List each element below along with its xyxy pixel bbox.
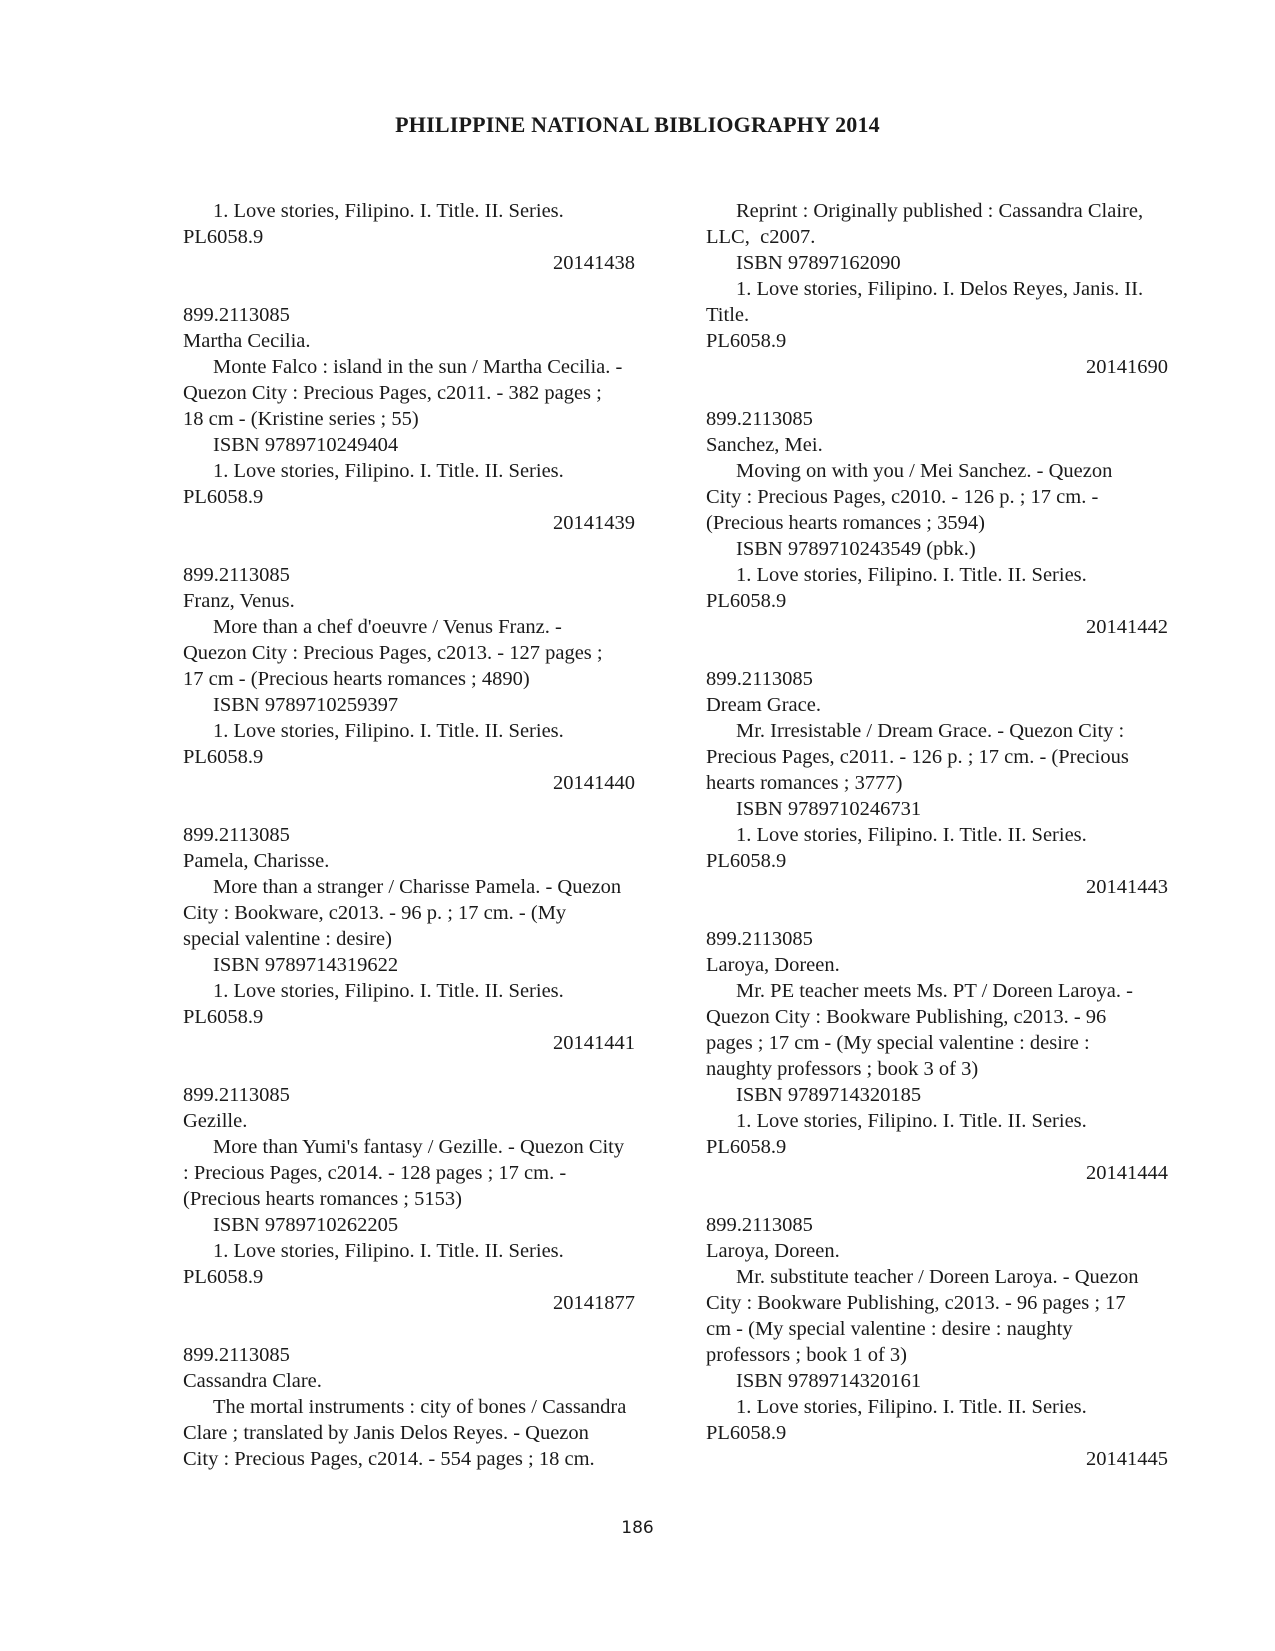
- text-line: City : Bookware Publishing, c2013. - 96 pages ; 17: [706, 1292, 1126, 1314]
- page-number: 186: [621, 1518, 654, 1538]
- text-line: Dream Grace.: [706, 694, 821, 716]
- text-line: 1. Love stories, Filipino. I. Title. II. Series.: [736, 1110, 1087, 1132]
- text-line: 1. Love stories, Filipino. I. Delos Reyes, Janis. II.: [736, 278, 1144, 300]
- blank-line: [183, 796, 655, 822]
- text-line: 899.2113085: [183, 824, 290, 846]
- text-line: Precious Pages, c2011. - 126 p. ; 17 cm. - (Precious: [706, 746, 1129, 768]
- text-line: 18 cm - (Kristine series ; 55): [183, 408, 419, 430]
- text-line: professors ; book 1 of 3): [706, 1344, 907, 1366]
- text-line: Sanchez, Mei.: [706, 434, 823, 456]
- record-number: 20141438: [553, 252, 635, 274]
- text-line: Pamela, Charisse.: [183, 850, 330, 872]
- text-line: Mr. substitute teacher / Doreen Laroya. - Quezon: [736, 1266, 1139, 1288]
- text-line: PL6058.9: [706, 850, 787, 872]
- text-line: Quezon City : Precious Pages, c2013. - 127 pages ;: [183, 642, 603, 664]
- text-line: PL6058.9: [183, 1006, 264, 1028]
- record-number: 20141444: [1086, 1162, 1168, 1184]
- text-line: 899.2113085: [183, 564, 290, 586]
- text-line: PL6058.9: [183, 746, 264, 768]
- text-line: PL6058.9: [183, 226, 264, 248]
- text-line: ISBN 9789714320161: [736, 1370, 922, 1392]
- blank-line: [706, 380, 1188, 406]
- text-line: PL6058.9: [706, 590, 787, 612]
- text-line: PL6058.9: [706, 1136, 787, 1158]
- text-line: LLC, c2007.: [706, 226, 816, 248]
- record-number: 20141442: [1086, 616, 1168, 638]
- text-line: 899.2113085: [183, 304, 290, 326]
- text-line: PL6058.9: [183, 486, 264, 508]
- text-line: : Precious Pages, c2014. - 128 pages ; 17 cm. -: [183, 1162, 567, 1184]
- blank-line: [706, 1186, 1188, 1212]
- text-line: Laroya, Doreen.: [706, 954, 840, 976]
- text-line: More than a chef d'oeuvre / Venus Franz. -: [213, 616, 562, 638]
- text-line: 17 cm - (Precious hearts romances ; 4890): [183, 668, 530, 690]
- text-line: PL6058.9: [183, 1266, 264, 1288]
- record-number: 20141445: [1086, 1448, 1168, 1470]
- text-line: Franz, Venus.: [183, 590, 295, 612]
- text-line: 899.2113085: [706, 928, 813, 950]
- text-line: More than a stranger / Charisse Pamela. - Quezon: [213, 876, 622, 898]
- text-line: ISBN 9789710262205: [213, 1214, 399, 1236]
- text-line: ISBN 9789710249404: [213, 434, 399, 456]
- text-line: City : Precious Pages, c2010. - 126 p. ; 17 cm. -: [706, 486, 1099, 508]
- text-line: City : Bookware, c2013. - 96 p. ; 17 cm. - (My: [183, 902, 567, 924]
- record-number: 20141443: [1086, 876, 1168, 898]
- text-line: naughty professors ; book 3 of 3): [706, 1058, 979, 1080]
- record-number: 20141690: [1086, 356, 1168, 378]
- text-line: 1. Love stories, Filipino. I. Title. II. Series.: [213, 720, 564, 742]
- text-line: (Precious hearts romances ; 3594): [706, 512, 985, 534]
- text-line: Cassandra Clare.: [183, 1370, 322, 1392]
- text-line: (Precious hearts romances ; 5153): [183, 1188, 462, 1210]
- text-line: Martha Cecilia.: [183, 330, 311, 352]
- blank-line: [706, 640, 1188, 666]
- text-line: hearts romances ; 3777): [706, 772, 903, 794]
- text-line: ISBN 9789710259397: [213, 694, 399, 716]
- text-line: Mr. PE teacher meets Ms. PT / Doreen Laroya. -: [736, 980, 1133, 1002]
- text-line: 899.2113085: [706, 668, 813, 690]
- text-line: 1. Love stories, Filipino. I. Title. II. Series.: [213, 1240, 564, 1262]
- text-line: cm - (My special valentine : desire : naughty: [706, 1318, 1073, 1340]
- text-line: 899.2113085: [706, 408, 813, 430]
- text-line: ISBN 9789714320185: [736, 1084, 922, 1106]
- text-line: Gezille.: [183, 1110, 248, 1132]
- blank-line: [183, 1056, 655, 1082]
- text-line: ISBN 9789710243549 (pbk.): [736, 538, 976, 560]
- text-line: Laroya, Doreen.: [706, 1240, 840, 1262]
- text-line: 899.2113085: [183, 1084, 290, 1106]
- left-column: [183, 198, 655, 1472]
- record-number: 20141440: [553, 772, 635, 794]
- text-line: Reprint : Originally published : Cassandra Claire,: [736, 200, 1144, 222]
- record-number: 20141877: [553, 1292, 635, 1314]
- record-number: 20141439: [553, 512, 635, 534]
- text-line: 1. Love stories, Filipino. I. Title. II. Series.: [736, 1396, 1087, 1418]
- text-line: 899.2113085: [706, 1214, 813, 1236]
- text-line: PL6058.9: [706, 330, 787, 352]
- blank-line: [183, 276, 655, 302]
- text-line: The mortal instruments : city of bones / Cassandra: [213, 1396, 627, 1418]
- text-line: ISBN 9789714319622: [213, 954, 399, 976]
- text-line: 1. Love stories, Filipino. I. Title. II. Series.: [213, 200, 564, 222]
- text-line: 1. Love stories, Filipino. I. Title. II. Series.: [213, 460, 564, 482]
- text-line: 1. Love stories, Filipino. I. Title. II. Series.: [736, 824, 1087, 846]
- text-line: 1. Love stories, Filipino. I. Title. II. Series.: [736, 564, 1087, 586]
- blank-line: [183, 1316, 655, 1342]
- text-line: 899.2113085: [183, 1344, 290, 1366]
- text-line: pages ; 17 cm - (My special valentine : desire :: [706, 1032, 1090, 1054]
- right-column: [706, 198, 1188, 1472]
- text-line: Quezon City : Bookware Publishing, c2013. - 96: [706, 1006, 1107, 1028]
- text-line: Quezon City : Precious Pages, c2011. - 382 pages ;: [183, 382, 602, 404]
- text-line: Monte Falco : island in the sun / Martha Cecilia. -: [213, 356, 623, 378]
- text-line: City : Precious Pages, c2014. - 554 pages ; 18 cm.: [183, 1448, 595, 1470]
- text-line: ISBN 97897162090: [736, 252, 901, 274]
- text-line: 1. Love stories, Filipino. I. Title. II. Series.: [213, 980, 564, 1002]
- blank-line: [183, 536, 655, 562]
- blank-line: [706, 900, 1188, 926]
- text-line: Title.: [706, 304, 750, 326]
- text-line: Clare ; translated by Janis Delos Reyes. - Quezon: [183, 1422, 589, 1444]
- text-line: Moving on with you / Mei Sanchez. - Quezon: [736, 460, 1113, 482]
- text-line: ISBN 9789710246731: [736, 798, 922, 820]
- record-number: 20141441: [553, 1032, 635, 1054]
- text-line: Mr. Irresistable / Dream Grace. - Quezon City :: [736, 720, 1125, 742]
- text-line: More than Yumi's fantasy / Gezille. - Quezon City: [213, 1136, 625, 1158]
- page-title: PHILIPPINE NATIONAL BIBLIOGRAPHY 2014: [395, 112, 880, 137]
- text-line: special valentine : desire): [183, 928, 392, 950]
- text-line: PL6058.9: [706, 1422, 787, 1444]
